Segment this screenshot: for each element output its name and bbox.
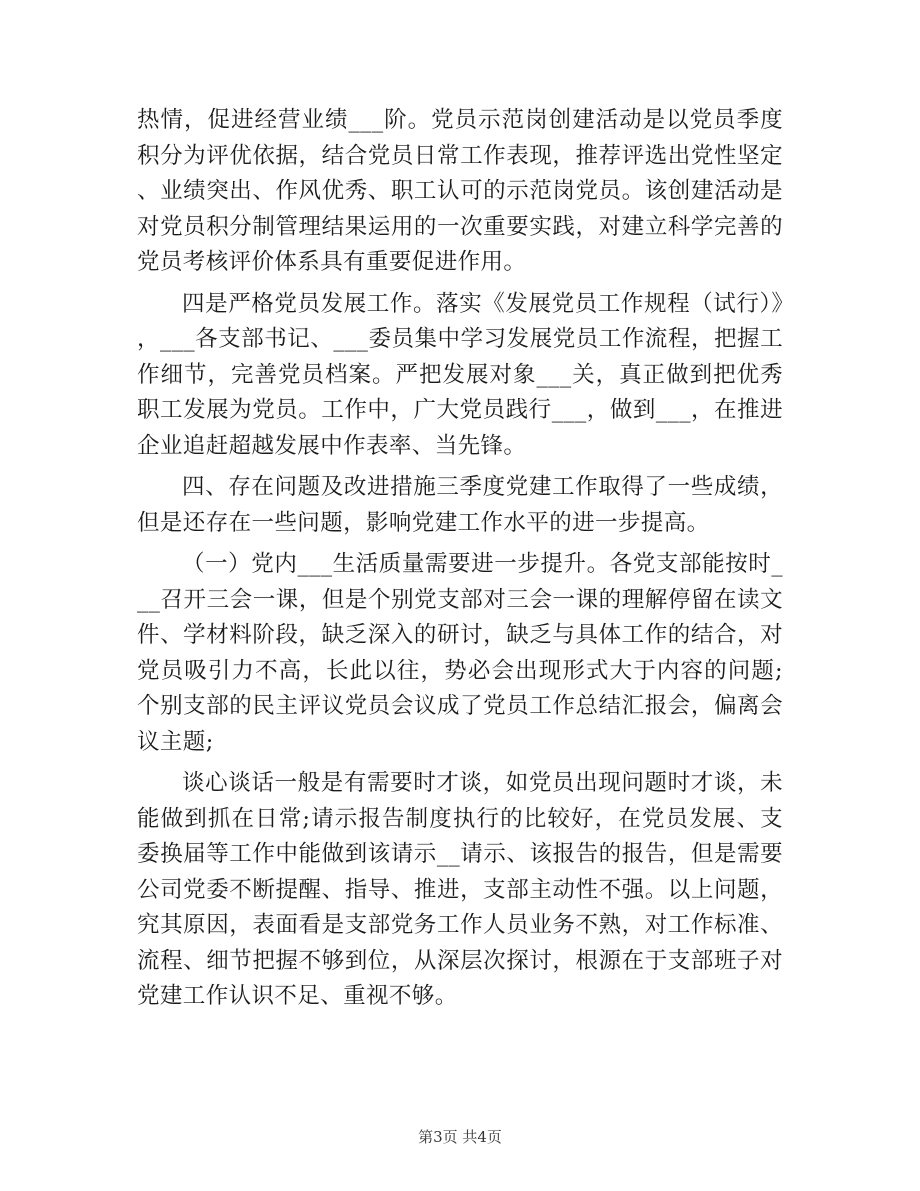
document-body [137, 103, 783, 1021]
paragraph-2: 四是严格党员发展工作。落实《发展党员工作规程（试行）》，___各支部书记、___委员集中学习发展党员工作流程，把握工作细节，完善党员档案。严把发展对象___关，真正做到把优秀职工发展为党员。工作中，广大党员践行___，做到___，在推进企业追赶超越发展中作表率、当先锋。 [137, 290, 783, 459]
page-footer: 第3页 共4页 [418, 1128, 502, 1146]
paragraph-1: 热情，促进经营业绩___阶。党员示范岗创建活动是以党员季度积分为评优依据，结合党员日常工作表现，推荐评选出党性坚定、业绩突出、作风优秀、职工认可的示范岗党员。该创建活动是对党员积分制管理结果运用的一次重要实践，对建立科学完善的党员考核评价体系具有重要促进作用。 [137, 107, 783, 275]
paragraph-3: 四、存在问题及改进措施三季度党建工作取得了一些成绩，但是还存在一些问题，影响党建工作水平的进一步提高。 [137, 474, 783, 536]
paragraph-5: 谈心谈话一般是有需要时才谈，如党员出现问题时才谈，未能做到抓在日常;请示报告制度执行的比较好，在党员发展、支委换届等工作中能做到该请示__请示、该报告的报告，但是需要公司党委不断提醒、指导、推进，支部主动性不强。以上问题，究其原因，表面看是支部党务工作人员业务不熟，对工作标准、流程、细节把握不够到位，从深层次探讨，根源在于支部班子对党建工作认识不足、重视不够。 [137, 770, 783, 1009]
paragraph-4: （一）党内___生活质量需要进一步提升。各党支部能按时___召开三会一课，但是个别党支部对三会一课的理解停留在读文件、学材料阶段，缺乏深入的研讨，缺乏与具体工作的结合，对党员吸引力不高，长此以往，势必会出现形式大于内容的问题;个别支部的民主评议党员会议成了党员工作总结汇报会，偏离会议主题; [137, 551, 783, 755]
